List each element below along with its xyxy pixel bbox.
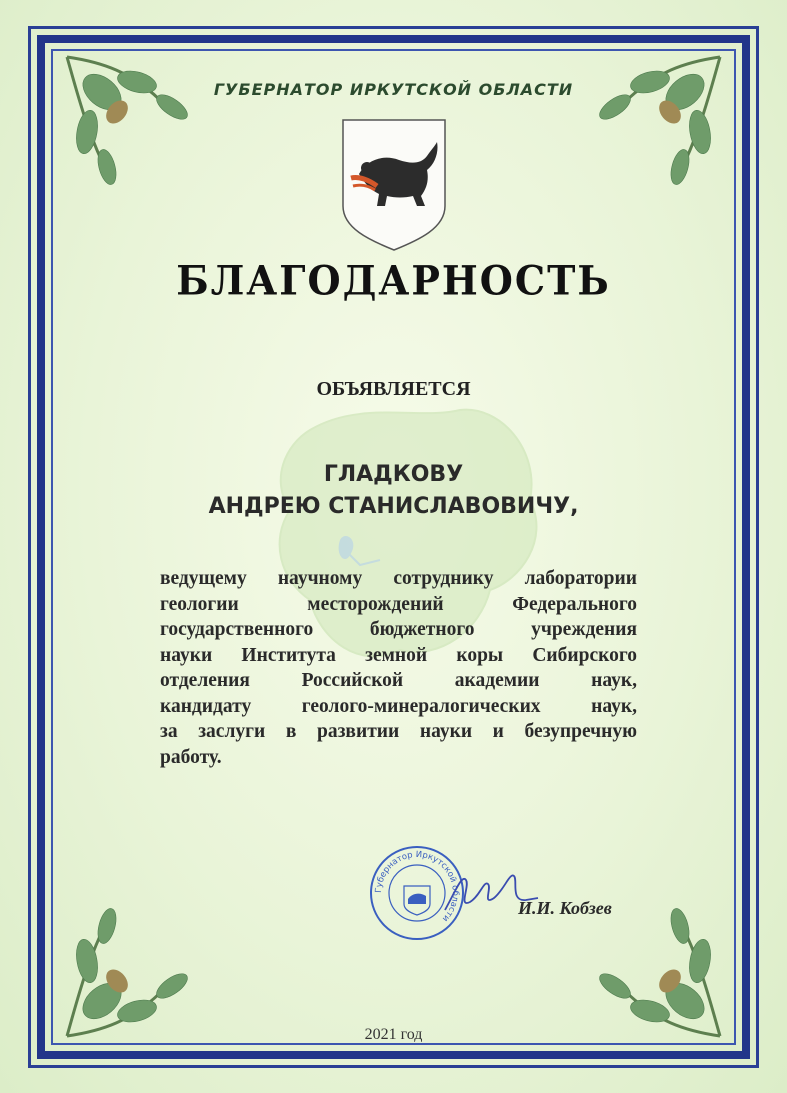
recipient-surname: ГЛАДКОВУ [323,462,464,487]
recipient-name: АНДРЕЮ СТАНИСЛАВОВИЧУ, [208,494,579,519]
pine-branch-ornament-icon [575,901,725,1041]
citation-line: государственного бюджетного учреждения [160,619,637,640]
coat-of-arms-icon [339,116,449,254]
seal-text: Губернатор Иркутской области [373,849,461,924]
citation-line: геологии месторождений Федерального [160,593,637,615]
issuer-heading: ГУБЕРНАТОР ИРКУТСКОЙ ОБЛАСТИ [213,80,574,99]
pine-branch-ornament-icon [62,901,212,1041]
citation-line: отделения Российской академии наук, [160,670,637,691]
citation-line: ведущему научному сотруднику лаборатории [160,568,637,589]
citation-line: кандидату геолого-минералогических наук, [160,695,637,717]
issue-year: 2021 год [364,1026,423,1043]
citation-line: работу. [160,746,222,768]
document-title: БЛАГОДАРНОСТЬ [176,256,611,305]
pine-branch-ornament-icon [62,52,212,192]
pine-branch-ornament-icon [575,52,725,192]
announcement-text: ОБЪЯВЛЯЕТСЯ [316,378,471,400]
citation-line: науки Института земной коры Сибирского [160,644,637,666]
signer-name: И.И. Кобзев [518,898,612,918]
citation-line: за заслуги в развитии науки и безупречную [160,721,637,742]
citation-body [160,566,637,770]
